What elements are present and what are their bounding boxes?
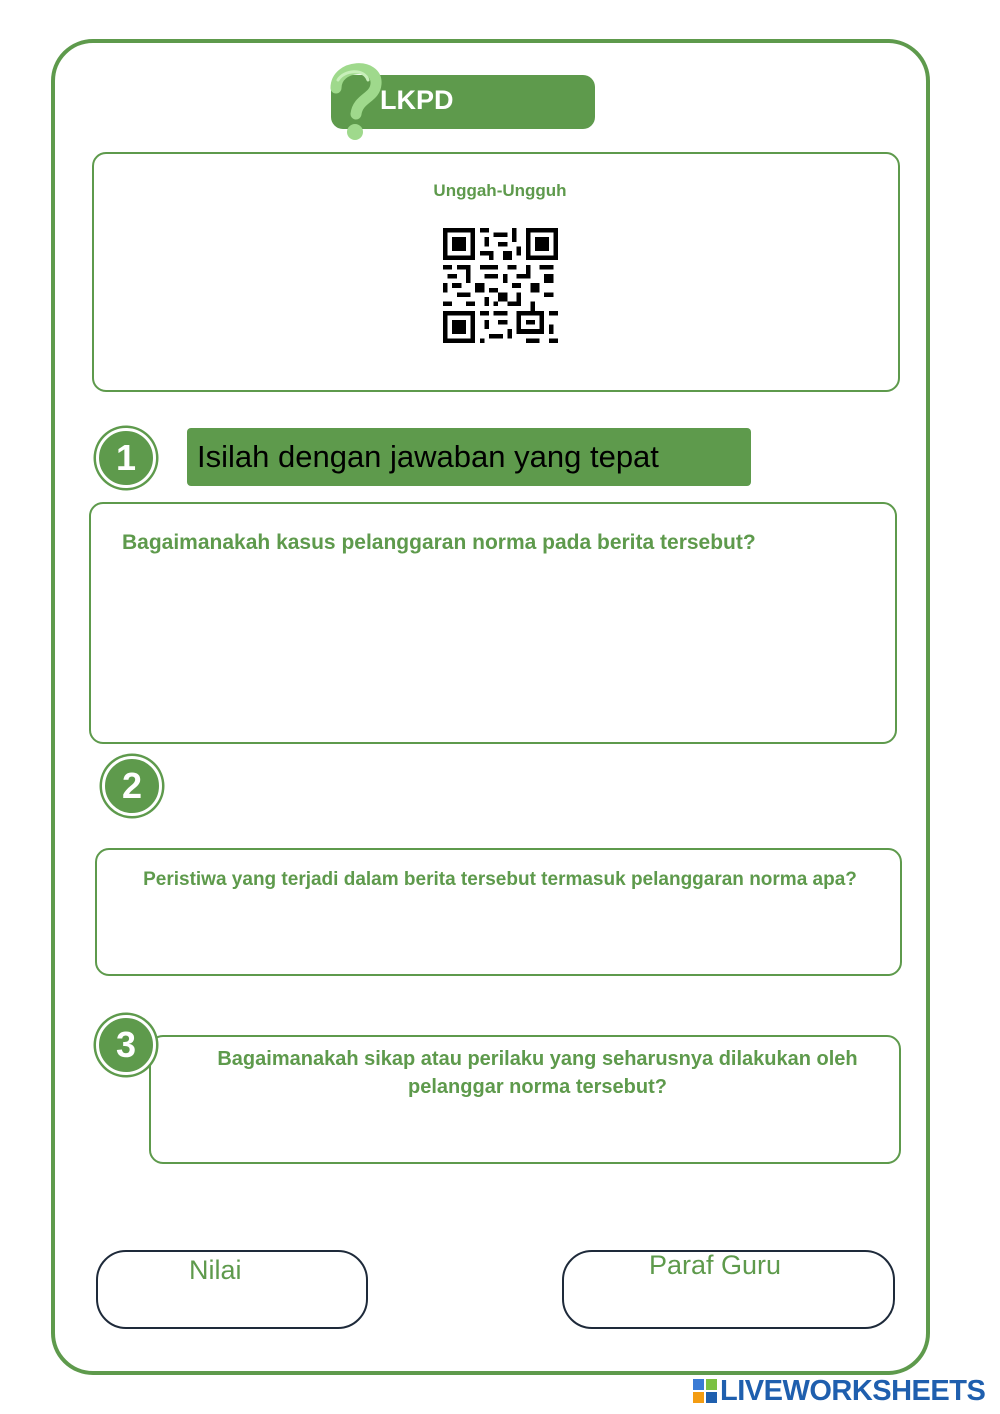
qr-label: Unggah-Ungguh (433, 181, 567, 200)
instruction-banner: Isilah dengan jawaban yang tepat (187, 428, 751, 486)
question-text-2: Peristiwa yang terjadi dalam berita tersebut termasuk pelanggaran norma apa? (143, 869, 857, 890)
question-text-3: Bagaimanakah sikap atau perilaku yang seharusnya dilakukan oleh pelanggar norma tersebut? (217, 1048, 858, 1098)
question-mark-icon (326, 58, 386, 144)
liveworksheets-text: LIVEWORKSHEETS (720, 1374, 986, 1407)
teacher-signature-label: Paraf Guru (649, 1250, 782, 1280)
page-title: LKPD (380, 85, 454, 115)
liveworksheets-logo (692, 1374, 985, 1408)
question-number-3: 3 (96, 1015, 156, 1075)
question-number-2: 2 (102, 756, 162, 816)
qr-code[interactable] (443, 228, 558, 343)
liveworksheets-icon (692, 1378, 718, 1404)
question-text-1: Bagaimanakah kasus pelanggaran norma pada berita tersebut? (122, 531, 756, 554)
question-number-1: 1 (96, 428, 156, 488)
score-label: Nilai (189, 1255, 242, 1285)
